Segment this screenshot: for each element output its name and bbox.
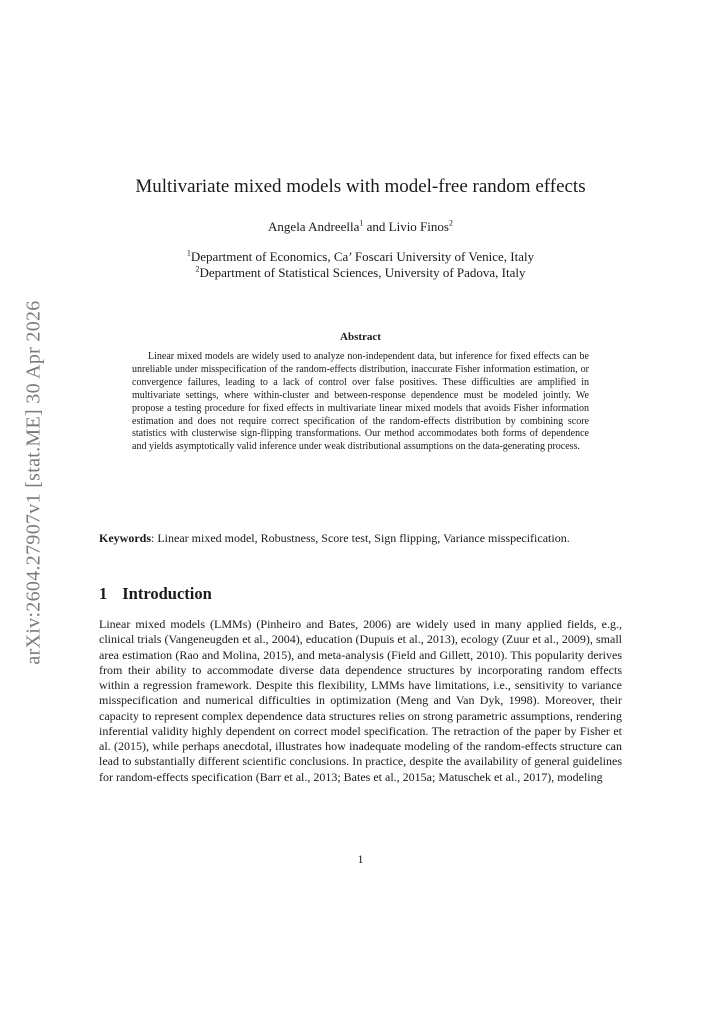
arxiv-identifier-text: arXiv:2604.27907v1 [stat.ME] 30 Apr 2026 xyxy=(22,300,45,665)
affiliation-text: Department of Economics, Ca’ Foscari University of Venice, Italy xyxy=(190,249,535,264)
author-name: Livio Finos xyxy=(388,219,449,234)
author-affiliation-mark: 1 xyxy=(359,218,364,228)
author-separator: and xyxy=(363,219,389,234)
arxiv-identifier xyxy=(14,290,54,675)
affiliation-mark: 1 xyxy=(186,248,191,258)
abstract-heading: Abstract xyxy=(340,331,381,343)
author-affiliation-mark: 2 xyxy=(448,218,453,228)
page-number: 1 xyxy=(357,852,364,866)
section-title: Introduction xyxy=(122,584,212,603)
keywords-paragraph xyxy=(99,531,622,547)
affiliation-line xyxy=(0,249,721,265)
keywords-text: : Linear mixed model, Robustness, Score test, Sign flipping, Variance misspecification. xyxy=(151,531,570,545)
author-list xyxy=(0,219,721,235)
affiliation-text: Department of Statistical Sciences, University of Padova, Italy xyxy=(199,265,526,280)
abstract-text: Linear mixed models are widely used to analyze non-independent data, but inference for fixed effects can be unreliable under misspecification of the random-effects distribution, inaccurate Fisher information estimation, or convergence failures, leading to a lack of control over false positives. These difficulties are amplified in multivariate settings, where within-cluster and between-response dependence must be modeled jointly. We propose a testing procedure for fixed effects in multivariate linear mixed models that avoids Fisher information estimation and does not require correct specification of the random-effects distribution by combining score statistics with clusterwise sign-flipping transformations. Our method accommodates both forms of dependence and yields asymptotically valid inference under weak distributional assumptions on the data-generating process. xyxy=(132,351,589,453)
keywords-label: Keywords xyxy=(99,531,151,545)
author-name: Angela Andreella xyxy=(268,219,360,234)
affiliation-mark: 2 xyxy=(195,264,200,274)
affiliation-list xyxy=(0,249,721,281)
section-heading xyxy=(99,584,212,604)
affiliation-line xyxy=(0,265,721,281)
section-number: 1 xyxy=(99,584,108,603)
introduction-paragraph: Linear mixed models (LMMs) (Pinheiro and Bates, 2006) are widely used in many applied fields, e.g., clinical trials (Vangeneugden et al., 2004), education (Dupuis et al., 2013), ecology (Zuur et al., 2009), small area estimation (Rao and Molina, 2015), and meta-analysis (Field and Gillett, 2010). This popularity derives from their ability to accommodate diverse data dependence structures by incorporating random effects within a regression framework. Despite this flexibility, LMMs have limitations, i.e., sensitivity to variance misspecification and numerical difficulties in optimization (Meng and Van Dyk, 1998). Moreover, their capacity to represent complex dependence data structures relies on strong parametric assumptions, rendering inferential validity highly dependent on correct model specification. The retraction of the paper by Fisher et al. (2015), while perhaps anecdotal, illustrates how inadequate modeling of the random-effects structure can lead to substantially different scientific conclusions. In practice, despite the availability of general guidelines for random-effects specification (Barr et al., 2013; Bates et al., 2015a; Matuschek et al., 2017), modeling xyxy=(99,617,622,784)
paper-title: Multivariate mixed models with model-free random effects xyxy=(135,176,586,197)
